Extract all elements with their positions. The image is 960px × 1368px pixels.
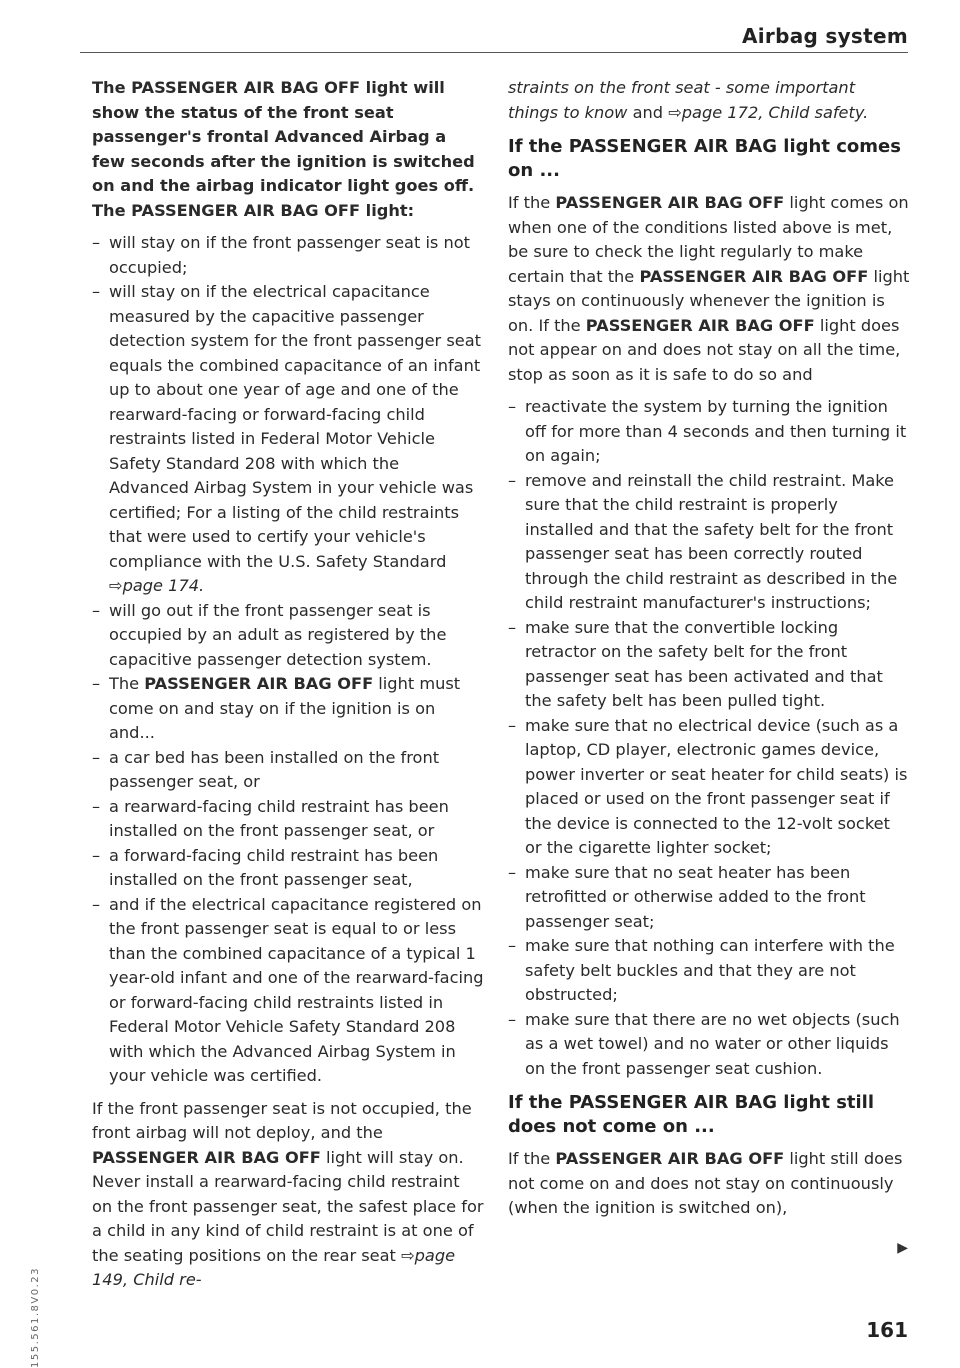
list-item [92,672,484,746]
paragraph-text: light does not appear on and does not stay on all the time, stop as soon as it is safe to do so and [508,315,901,384]
paragraph-text: light will stay on. Never install a rearward-facing child restraint on the front passenger seat, the safest place for a child in any kind of child restraint is at one of the seating positions on the rear seat [92,1147,484,1265]
continuation-paragraph [508,76,910,125]
paragraph-text: and [632,102,664,122]
continue-arrow-icon: ▶ [897,1240,908,1256]
section-heading: If the PASSENGER AIR BAG light still does not come on ... [508,1092,875,1137]
right-column [508,76,910,1229]
page-number: 161 [866,1318,908,1342]
page-ref-link[interactable] [668,103,868,122]
left-column [92,76,484,1301]
list-item: – remove and reinstall the child restraint. Make sure that the child restraint is properly installed and that the safety belt for the front passenger seat has been correctly routed through the child restraint as described in the child restraint manufacturer's instructions; [508,469,910,616]
warning-light-name: PASSENGER AIR BAG OFF [585,315,815,335]
check-light-paragraph [508,191,910,387]
warning-light-name: PASSENGER AIR BAG OFF [555,193,785,212]
action-list [508,395,910,1081]
paragraph-text: If the [508,1149,551,1168]
still-off-paragraph [508,1147,910,1221]
warning-light-name: PASSENGER AIR BAG OFF [92,1147,321,1167]
paragraph-text: light stays on continuously whenever the ignition is on. If the [508,266,910,335]
page-ref-text: page 149, Child re- [92,1245,456,1289]
list-item: – make sure that no seat heater has been retrofitted or otherwise added to the front passenger seat; [508,861,910,935]
paragraph-text: straints on the front seat - some important things to know [508,78,856,122]
list-item [92,280,484,599]
page-ref-text: page 174. [122,576,205,595]
header-rule [80,52,908,53]
list-item: – a rearward-facing child restraint has been installed on the front passenger seat, or [92,795,484,844]
status-list [92,231,484,1089]
intro-paragraph: The PASSENGER AIR BAG OFF light will show the status of the front seat passenger's frontal Advanced Airbag a few seconds after the ignition is switched on and the airbag indicator light goes off. The PASSENGER AIR BAG OFF light: [92,78,475,220]
list-item-text: light must come on and stay on if the ignition is on and... [109,674,461,742]
list-item: – make sure that the convertible locking retractor on the safety belt for the front passenger seat has been activated and that the safety belt has been pulled tight. [508,616,910,714]
paragraph-text: light still does not come on and does not stay on continuously (when the ignition is switched on), [508,1149,903,1217]
list-item: – will go out if the front passenger seat is occupied by an adult as registered by the capacitive passenger detection system. [92,599,484,673]
list-item-text: will stay on if the electrical capacitance measured by the capacitive passenger detection system for the front passenger seat equals the combined capacitance of an infant up to about one year of age and one of the rearward-facing or forward-facing child restraints listed in Federal Motor Vehicle Safety Standard 208 with which the Advanced Airbag System in your vehicle was certified; For a listing of the child restraints that were used to certify your vehicle's compliance with the U.S. Safety Standard [109,282,482,571]
paragraph-text: If the front passenger seat is not occupied, the front airbag will not deploy, and the [92,1098,472,1142]
page-ref-text: page 172, Child safety. [681,102,869,122]
warning-light-name: PASSENGER AIR BAG OFF [639,266,869,286]
document-code: 155.561.8V0.23 [30,1267,41,1368]
paragraph-text: If the [508,193,551,212]
arrow-right-icon: ⇨ [109,576,123,595]
list-item-text: The [109,674,140,693]
list-item: – make sure that nothing can interfere with the safety belt buckles and that they are not obstructed; [508,934,910,1008]
warning-light-name: PASSENGER AIR BAG OFF [555,1149,785,1168]
list-item: – and if the electrical capacitance registered on the front passenger seat is equal to or less than the combined capacitance of a typical 1 year-old infant and one of the rearward-facing or forward-facing child restraints listed in Federal Motor Vehicle Safety Standard 208 with which the Advanced Airbag System in your vehicle was certified. [92,893,484,1089]
page-ref-link[interactable] [109,576,204,595]
section-heading: If the PASSENGER AIR BAG light comes on ... [508,136,901,181]
list-item: – make sure that there are no wet objects (such as a wet towel) and no water or other liquids on the front passenger seat cushion. [508,1008,910,1082]
list-item: – make sure that no electrical device (such as a laptop, CD player, electronic games device, power inverter or seat heater for child seats) is placed or used on the front passenger seat if the device is connected to the 12-volt socket or the cigarette lighter socket; [508,714,910,861]
arrow-right-icon: ⇨ [668,102,682,122]
arrow-right-icon: ⇨ [401,1245,415,1265]
list-item: – a car bed has been installed on the front passenger seat, or [92,746,484,795]
list-item: – a forward-facing child restraint has been installed on the front passenger seat, [92,844,484,893]
list-item: – reactivate the system by turning the ignition off for more than 4 seconds and then turning it on again; [508,395,910,469]
header-title: Airbag system [742,24,908,48]
paragraph-text: light comes on when one of the conditions listed above is met, be sure to check the light regularly to make certain that the [508,193,909,286]
rear-seat-paragraph [92,1097,484,1293]
list-item: – will stay on if the front passenger seat is not occupied; [92,231,484,280]
warning-light-name: PASSENGER AIR BAG OFF [144,674,374,693]
